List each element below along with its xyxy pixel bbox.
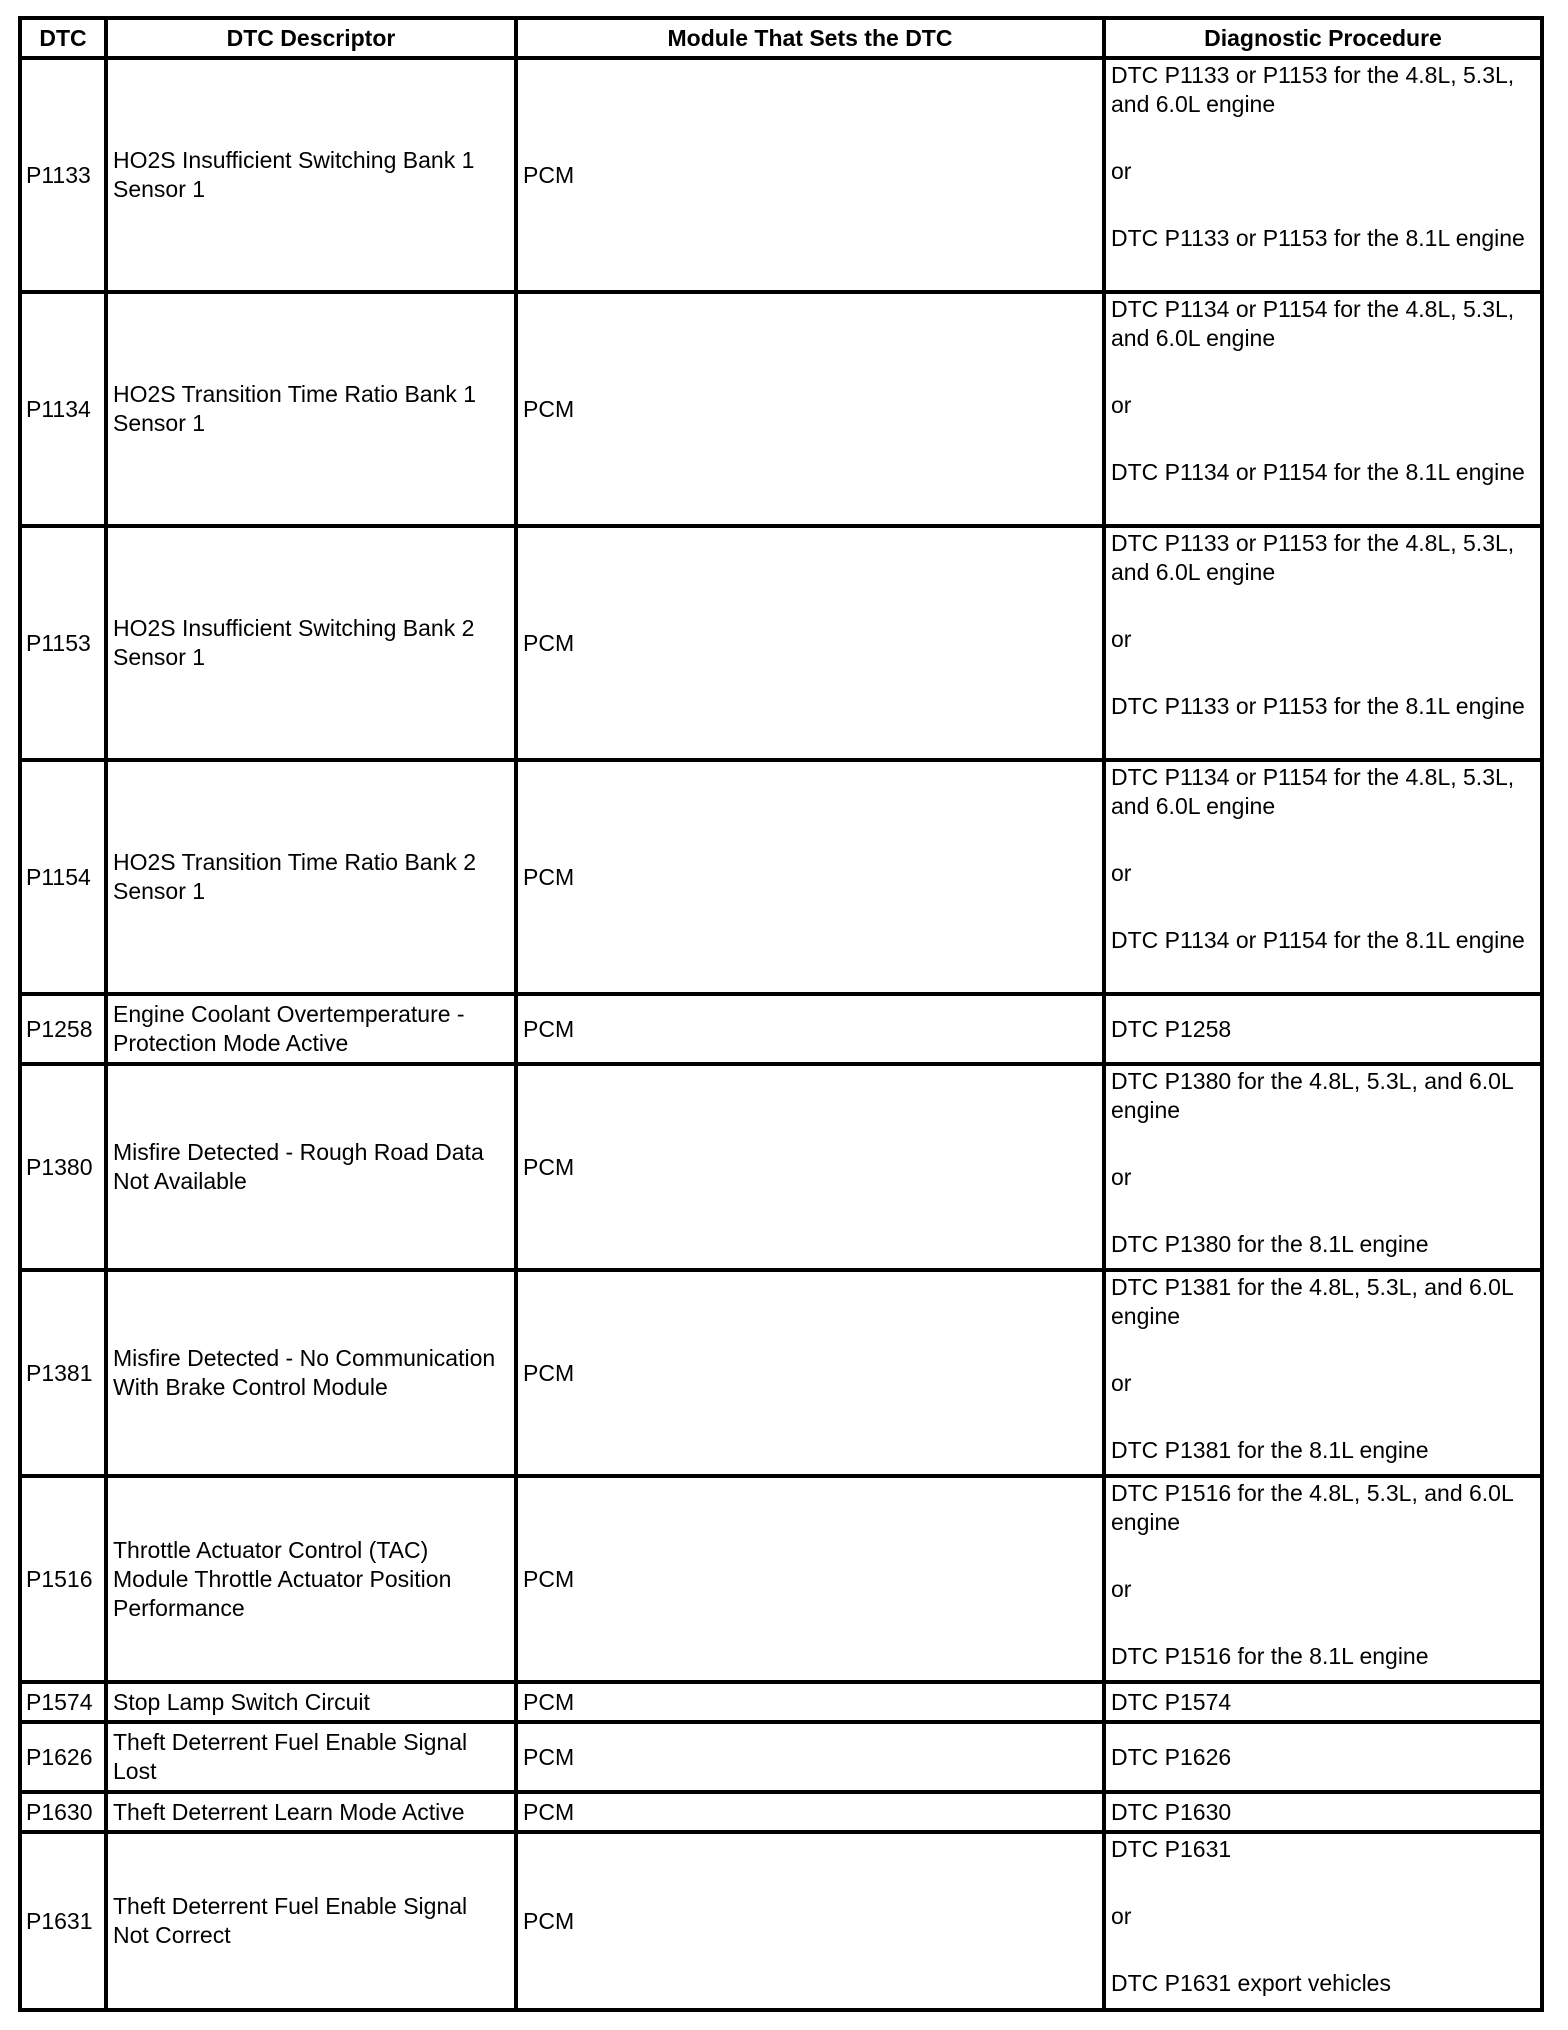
- table-row: [20, 1792, 1542, 1832]
- cell-dtc: P1134: [20, 292, 106, 526]
- cell-procedure: [1104, 1792, 1542, 1832]
- procedure-spacer: [1111, 1931, 1535, 1969]
- cell-dtc: P1626: [20, 1722, 106, 1792]
- cell-dtc: P1154: [20, 760, 106, 994]
- procedure-spacer: [1111, 119, 1535, 157]
- table-row: [20, 1722, 1542, 1792]
- cell-descriptor: Theft Deterrent Fuel Enable Signal Lost: [106, 1722, 516, 1792]
- cell-descriptor: Theft Deterrent Fuel Enable Signal Not Correct: [106, 1832, 516, 2010]
- cell-procedure: [1104, 1682, 1542, 1722]
- procedure-link[interactable]: DTC P1381 for the 4.8L, 5.3L, and 6.0L engine: [1111, 1274, 1520, 1329]
- dtc-table: [18, 16, 1544, 2012]
- cell-dtc: P1630: [20, 1792, 106, 1832]
- cell-module: PCM: [516, 1722, 1104, 1792]
- procedure-spacer: [1111, 1604, 1535, 1642]
- procedure-or: or: [1111, 1370, 1132, 1396]
- table-row: [20, 292, 1542, 526]
- cell-descriptor: Engine Coolant Overtemperature - Protection Mode Active: [106, 994, 516, 1064]
- cell-procedure: [1104, 760, 1542, 994]
- procedure-link[interactable]: DTC P1631 export vehicles: [1111, 1970, 1391, 1996]
- cell-procedure: [1104, 292, 1542, 526]
- table-row: [20, 760, 1542, 994]
- procedure-link[interactable]: DTC P1134 or P1154 for the 4.8L, 5.3L, and 6.0L engine: [1111, 296, 1521, 351]
- procedure-link[interactable]: DTC P1631: [1111, 1836, 1232, 1862]
- procedure-spacer: [1111, 353, 1535, 391]
- cell-descriptor: HO2S Insufficient Switching Bank 1 Sensor 1: [106, 58, 516, 292]
- cell-module: PCM: [516, 760, 1104, 994]
- procedure-spacer: [1111, 821, 1535, 859]
- cell-procedure: [1104, 526, 1542, 760]
- cell-dtc: P1631: [20, 1832, 106, 2010]
- table-row: [20, 1270, 1542, 1476]
- procedure-or: or: [1111, 392, 1132, 418]
- procedure-link[interactable]: DTC P1134 or P1154 for the 8.1L engine: [1111, 459, 1525, 485]
- cell-module: PCM: [516, 58, 1104, 292]
- cell-module: PCM: [516, 1270, 1104, 1476]
- cell-module: PCM: [516, 1832, 1104, 2010]
- procedure-link[interactable]: DTC P1134 or P1154 for the 4.8L, 5.3L, and 6.0L engine: [1111, 764, 1521, 819]
- cell-descriptor: HO2S Transition Time Ratio Bank 2 Sensor 1: [106, 760, 516, 994]
- procedure-link[interactable]: DTC P1133 or P1153 for the 4.8L, 5.3L, and 6.0L engine: [1111, 530, 1521, 585]
- cell-dtc: P1133: [20, 58, 106, 292]
- cell-descriptor: Theft Deterrent Learn Mode Active: [106, 1792, 516, 1832]
- procedure-spacer: [1111, 420, 1535, 458]
- procedure-link[interactable]: DTC P1380 for the 4.8L, 5.3L, and 6.0L engine: [1111, 1068, 1520, 1123]
- cell-descriptor: HO2S Insufficient Switching Bank 2 Sensor 1: [106, 526, 516, 760]
- procedure-spacer: [1111, 1331, 1535, 1369]
- cell-module: PCM: [516, 1682, 1104, 1722]
- table-row: [20, 526, 1542, 760]
- procedure-spacer: [1111, 186, 1535, 224]
- cell-module: PCM: [516, 994, 1104, 1064]
- procedure-link[interactable]: DTC P1626: [1111, 1743, 1232, 1770]
- cell-module: PCM: [516, 1792, 1104, 1832]
- procedure-link[interactable]: DTC P1133 or P1153 for the 8.1L engine: [1111, 225, 1525, 251]
- table-row: [20, 994, 1542, 1064]
- procedure-or: or: [1111, 1576, 1132, 1602]
- cell-descriptor: Throttle Actuator Control (TAC) Module Throttle Actuator Position Performance: [106, 1476, 516, 1682]
- cell-procedure: [1104, 1476, 1542, 1682]
- header-row: [20, 18, 1542, 58]
- procedure-link[interactable]: DTC P1574: [1111, 1688, 1232, 1715]
- header-module: Module That Sets the DTC: [516, 18, 1104, 58]
- procedure-link[interactable]: DTC P1630: [1111, 1798, 1232, 1825]
- procedure-spacer: [1111, 587, 1535, 625]
- cell-dtc: P1574: [20, 1682, 106, 1722]
- procedure-spacer: [1111, 654, 1535, 692]
- procedure-link[interactable]: DTC P1133 or P1153 for the 8.1L engine: [1111, 693, 1525, 719]
- procedure-or: or: [1111, 626, 1132, 652]
- table-row: [20, 1832, 1542, 2010]
- table-row: [20, 1476, 1542, 1682]
- cell-module: PCM: [516, 1064, 1104, 1270]
- procedure-link[interactable]: DTC P1133 or P1153 for the 4.8L, 5.3L, and 6.0L engine: [1111, 62, 1521, 117]
- cell-procedure: [1104, 1722, 1542, 1792]
- table-row: [20, 58, 1542, 292]
- cell-descriptor: Stop Lamp Switch Circuit: [106, 1682, 516, 1722]
- procedure-spacer: [1111, 888, 1535, 926]
- cell-dtc: P1381: [20, 1270, 106, 1476]
- cell-descriptor: Misfire Detected - No Communication With Brake Control Module: [106, 1270, 516, 1476]
- cell-dtc: P1153: [20, 526, 106, 760]
- procedure-spacer: [1111, 1864, 1535, 1902]
- header-dtc: DTC: [20, 18, 106, 58]
- cell-descriptor: HO2S Transition Time Ratio Bank 1 Sensor 1: [106, 292, 516, 526]
- cell-procedure: [1104, 1064, 1542, 1270]
- table-row: [20, 1064, 1542, 1270]
- cell-procedure: [1104, 1270, 1542, 1476]
- cell-dtc: P1516: [20, 1476, 106, 1682]
- cell-module: PCM: [516, 1476, 1104, 1682]
- procedure-spacer: [1111, 1398, 1535, 1436]
- procedure-or: or: [1111, 1903, 1132, 1929]
- cell-procedure: [1104, 1832, 1542, 2010]
- header-procedure: Diagnostic Procedure: [1104, 18, 1542, 58]
- procedure-spacer: [1111, 1537, 1535, 1575]
- procedure-link[interactable]: DTC P1134 or P1154 for the 8.1L engine: [1111, 927, 1525, 953]
- cell-descriptor: Misfire Detected - Rough Road Data Not Available: [106, 1064, 516, 1270]
- table-row: [20, 1682, 1542, 1722]
- header-descriptor: DTC Descriptor: [106, 18, 516, 58]
- procedure-or: or: [1111, 1164, 1132, 1190]
- procedure-spacer: [1111, 1192, 1535, 1230]
- procedure-link[interactable]: DTC P1516 for the 8.1L engine: [1111, 1643, 1429, 1669]
- cell-dtc: P1258: [20, 994, 106, 1064]
- cell-module: PCM: [516, 292, 1104, 526]
- cell-procedure: [1104, 994, 1542, 1064]
- procedure-spacer: [1111, 1125, 1535, 1163]
- procedure-or: or: [1111, 860, 1132, 886]
- procedure-link[interactable]: DTC P1381 for the 8.1L engine: [1111, 1437, 1429, 1463]
- cell-dtc: P1380: [20, 1064, 106, 1270]
- cell-module: PCM: [516, 526, 1104, 760]
- cell-procedure: [1104, 58, 1542, 292]
- procedure-link[interactable]: DTC P1516 for the 4.8L, 5.3L, and 6.0L engine: [1111, 1480, 1520, 1535]
- procedure-link[interactable]: DTC P1258: [1111, 1015, 1232, 1042]
- procedure-link[interactable]: DTC P1380 for the 8.1L engine: [1111, 1231, 1429, 1257]
- procedure-or: or: [1111, 158, 1132, 184]
